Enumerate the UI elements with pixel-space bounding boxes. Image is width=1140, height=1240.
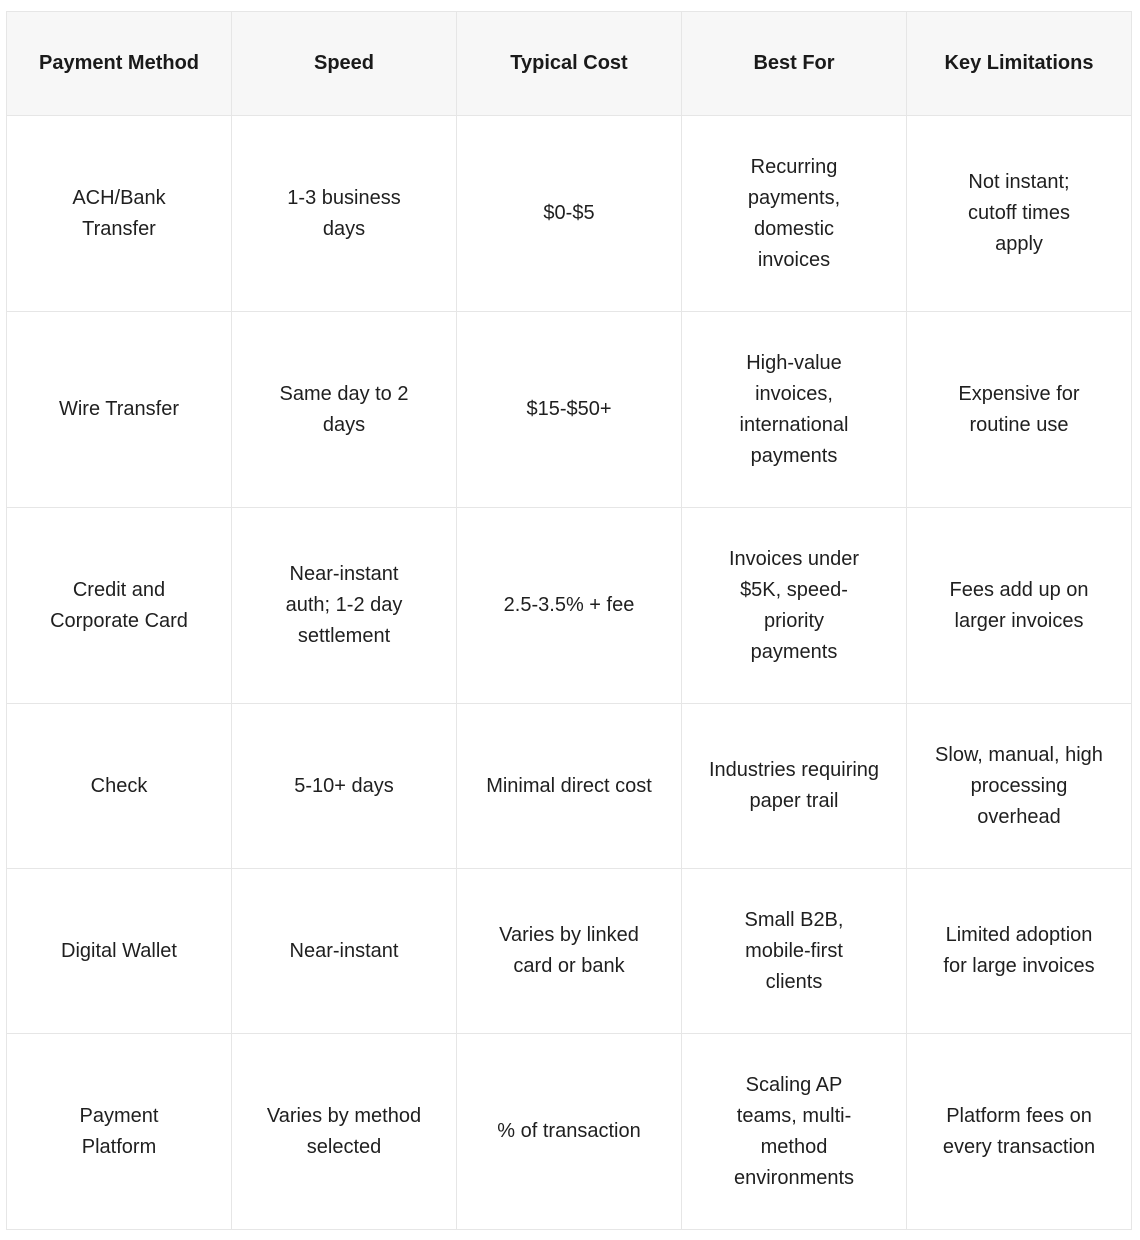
cell-text: Limited adoption for large invoices: [943, 924, 1095, 977]
cell-text: $0-$5: [543, 202, 595, 224]
cell-key-limitations: [907, 508, 1132, 704]
cell-text: Near-instant: [289, 939, 399, 962]
cell-key-limitations: [907, 869, 1132, 1034]
table-row: [7, 1034, 1132, 1230]
header-best-for: Best For: [682, 12, 907, 116]
payment-methods-table: [6, 11, 1132, 1230]
cell-text: 1-3 business days: [287, 186, 401, 240]
cell-text: Fees add up on larger invoices: [949, 578, 1089, 632]
cell-best-for: [682, 508, 907, 704]
header-payment-method: Payment Method: [7, 12, 232, 116]
cell-text: Platform fees on every transaction: [942, 1104, 1096, 1158]
cell-text: Expensive for routine use: [958, 382, 1080, 436]
cell-best-for: [682, 1034, 907, 1230]
cell-best-for: [682, 704, 907, 869]
cell-text: Check: [90, 774, 148, 797]
cell-text: ACH/Bank Transfer: [72, 186, 166, 240]
cell-speed: [232, 869, 457, 1034]
cell-text: Not instant; cutoff times apply: [968, 171, 1070, 255]
header-speed: Speed: [232, 12, 457, 116]
cell-text: Slow, manual, high processing overhead: [935, 743, 1103, 828]
cell-typical-cost: [457, 704, 682, 869]
cell-text: Digital Wallet: [61, 939, 177, 962]
cell-payment-method: [7, 312, 232, 508]
cell-key-limitations: [907, 1034, 1132, 1230]
cell-text: Recurring payments, domestic invoices: [747, 155, 841, 271]
cell-text: Invoices under $5K, speed-priority payments: [728, 547, 860, 663]
cell-text: Credit and Corporate Card: [50, 578, 188, 632]
table-header-row: [7, 12, 1132, 116]
cell-key-limitations: [907, 704, 1132, 869]
table-row: [7, 869, 1132, 1034]
cell-best-for: [682, 312, 907, 508]
cell-text: $15-$50+: [526, 398, 612, 420]
cell-payment-method: [7, 1034, 232, 1230]
cell-typical-cost: [457, 869, 682, 1034]
cell-text: Industries requiring paper trail: [708, 759, 880, 812]
cell-text: Same day to 2 days: [279, 382, 409, 436]
cell-text: Varies by method selected: [266, 1104, 422, 1158]
cell-key-limitations: [907, 312, 1132, 508]
cell-text: High-value invoices, international payments: [739, 351, 849, 467]
cell-text: Payment Platform: [79, 1104, 159, 1158]
cell-typical-cost: [457, 116, 682, 312]
cell-speed: [232, 312, 457, 508]
cell-text: 2.5-3.5% + fee: [503, 594, 635, 616]
cell-text: Wire Transfer: [58, 398, 180, 420]
table-row: [7, 508, 1132, 704]
cell-typical-cost: [457, 312, 682, 508]
table-row: [7, 312, 1132, 508]
cell-text: Small B2B, mobile-first clients: [744, 908, 844, 993]
cell-key-limitations: [907, 116, 1132, 312]
cell-text: % of transaction: [497, 1120, 641, 1142]
cell-speed: [232, 704, 457, 869]
table-row: [7, 704, 1132, 869]
cell-text: Scaling AP teams, multi-method environments: [733, 1073, 855, 1189]
cell-speed: [232, 1034, 457, 1230]
cell-payment-method: [7, 704, 232, 869]
header-key-limitations: Key Limitations: [907, 12, 1132, 116]
cell-speed: [232, 508, 457, 704]
cell-best-for: [682, 869, 907, 1034]
cell-payment-method: [7, 869, 232, 1034]
cell-typical-cost: [457, 508, 682, 704]
cell-text: Near-instant auth; 1-2 day settlement: [285, 563, 403, 647]
cell-text: 5-10+ days: [294, 774, 394, 797]
table-row: [7, 116, 1132, 312]
cell-typical-cost: [457, 1034, 682, 1230]
cell-text: Minimal direct cost: [486, 774, 652, 797]
cell-speed: [232, 116, 457, 312]
header-typical-cost: Typical Cost: [457, 12, 682, 116]
cell-best-for: [682, 116, 907, 312]
cell-payment-method: [7, 508, 232, 704]
cell-payment-method: [7, 116, 232, 312]
payment-methods-table-container: [6, 11, 1132, 1230]
cell-text: Varies by linked card or bank: [499, 924, 639, 977]
